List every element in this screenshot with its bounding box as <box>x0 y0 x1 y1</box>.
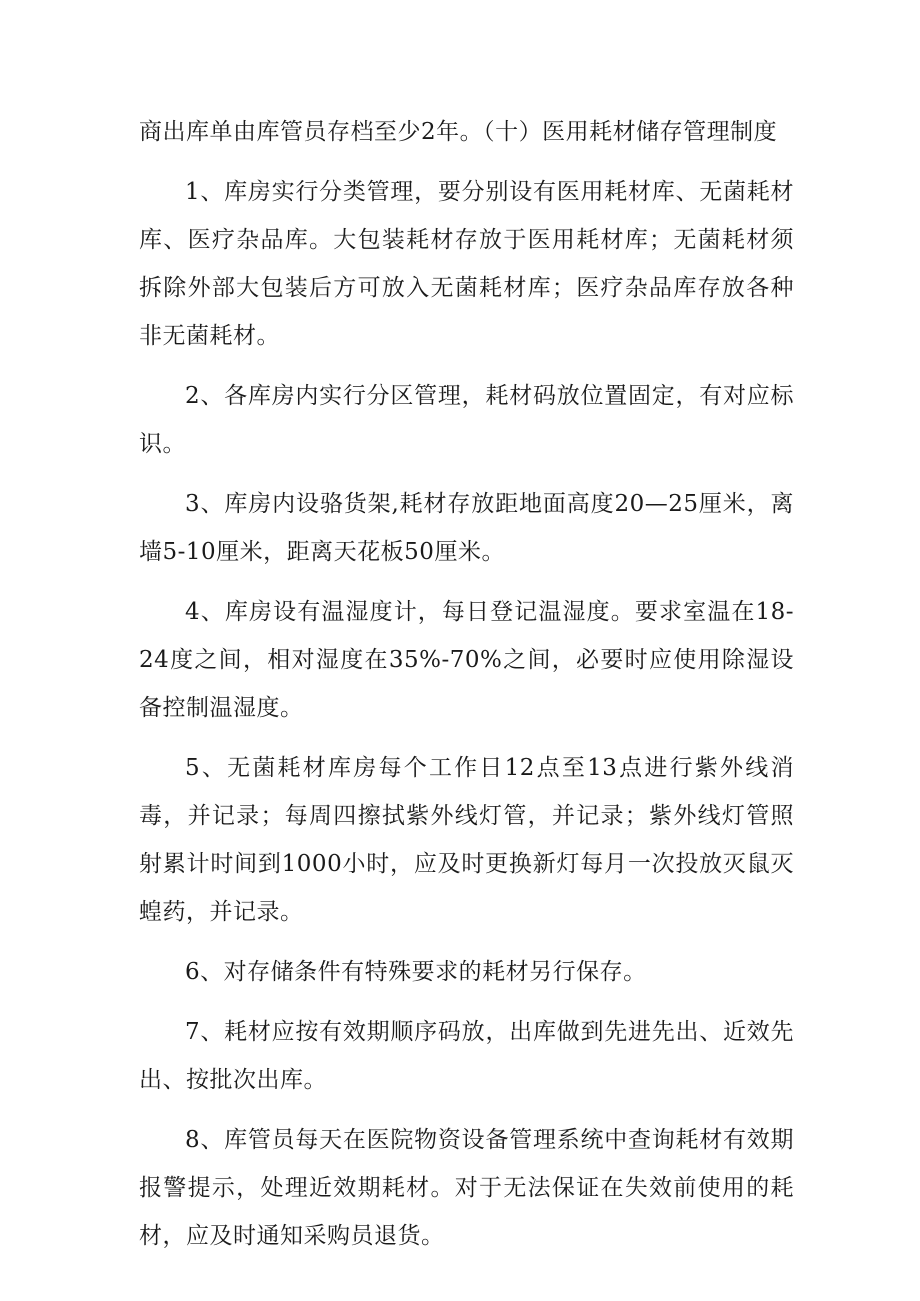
paragraph-item-5: 5、无菌耗材库房每个工作日12点至13点进行紫外线消毒，并记录；每周四擦拭紫外线灯管，并记录；紫外线灯管照射累计时间到1000小时，应及时更换新灯每月一次投放灭鼠灭蝗药，并记录。 <box>139 755 794 925</box>
paragraph-item-2: 2、各库房内实行分区管理，耗材码放位置固定，有对应标识。 <box>139 383 794 457</box>
paragraph-item-6: 6、对存储条件有特殊要求的耗材另行保存。 <box>185 959 647 985</box>
paragraph-item-7: 7、耗材应按有效期顺序码放，出库做到先进先出、近效先出、按批次出库。 <box>139 1019 794 1093</box>
paragraph-item-1: 1、库房实行分类管理，要分别设有医用耗材库、无菌耗材库、医疗杂品库。大包装耗材存放于医用耗材库；无菌耗材须拆除外部大包装后方可放入无菌耗材库；医疗杂品库存放各种非无菌耗材。 <box>139 179 794 349</box>
paragraph-item-8: 8、库管员每天在医院物资设备管理系统中查询耗材有效期报警提示，处理近效期耗材。对于无法保证在失效前使用的耗材，应及时通知采购员退货。 <box>139 1127 794 1249</box>
paragraph-item-4: 4、库房设有温湿度计，每日登记温湿度。要求室温在18-24度之间，相对湿度在35%-70%之间，必要时应使用除湿设备控制温湿度。 <box>139 599 794 721</box>
paragraph-item-3: 3、库房内设骆货架,耗材存放距地面高度20—25厘米，离墙5-10厘米，距离天花板50厘米。 <box>139 491 794 565</box>
document-body <box>139 108 794 1272</box>
paragraph-continuation: 商出库单由库管员存档至少2年。（十）医用耗材储存管理制度 <box>139 119 778 145</box>
